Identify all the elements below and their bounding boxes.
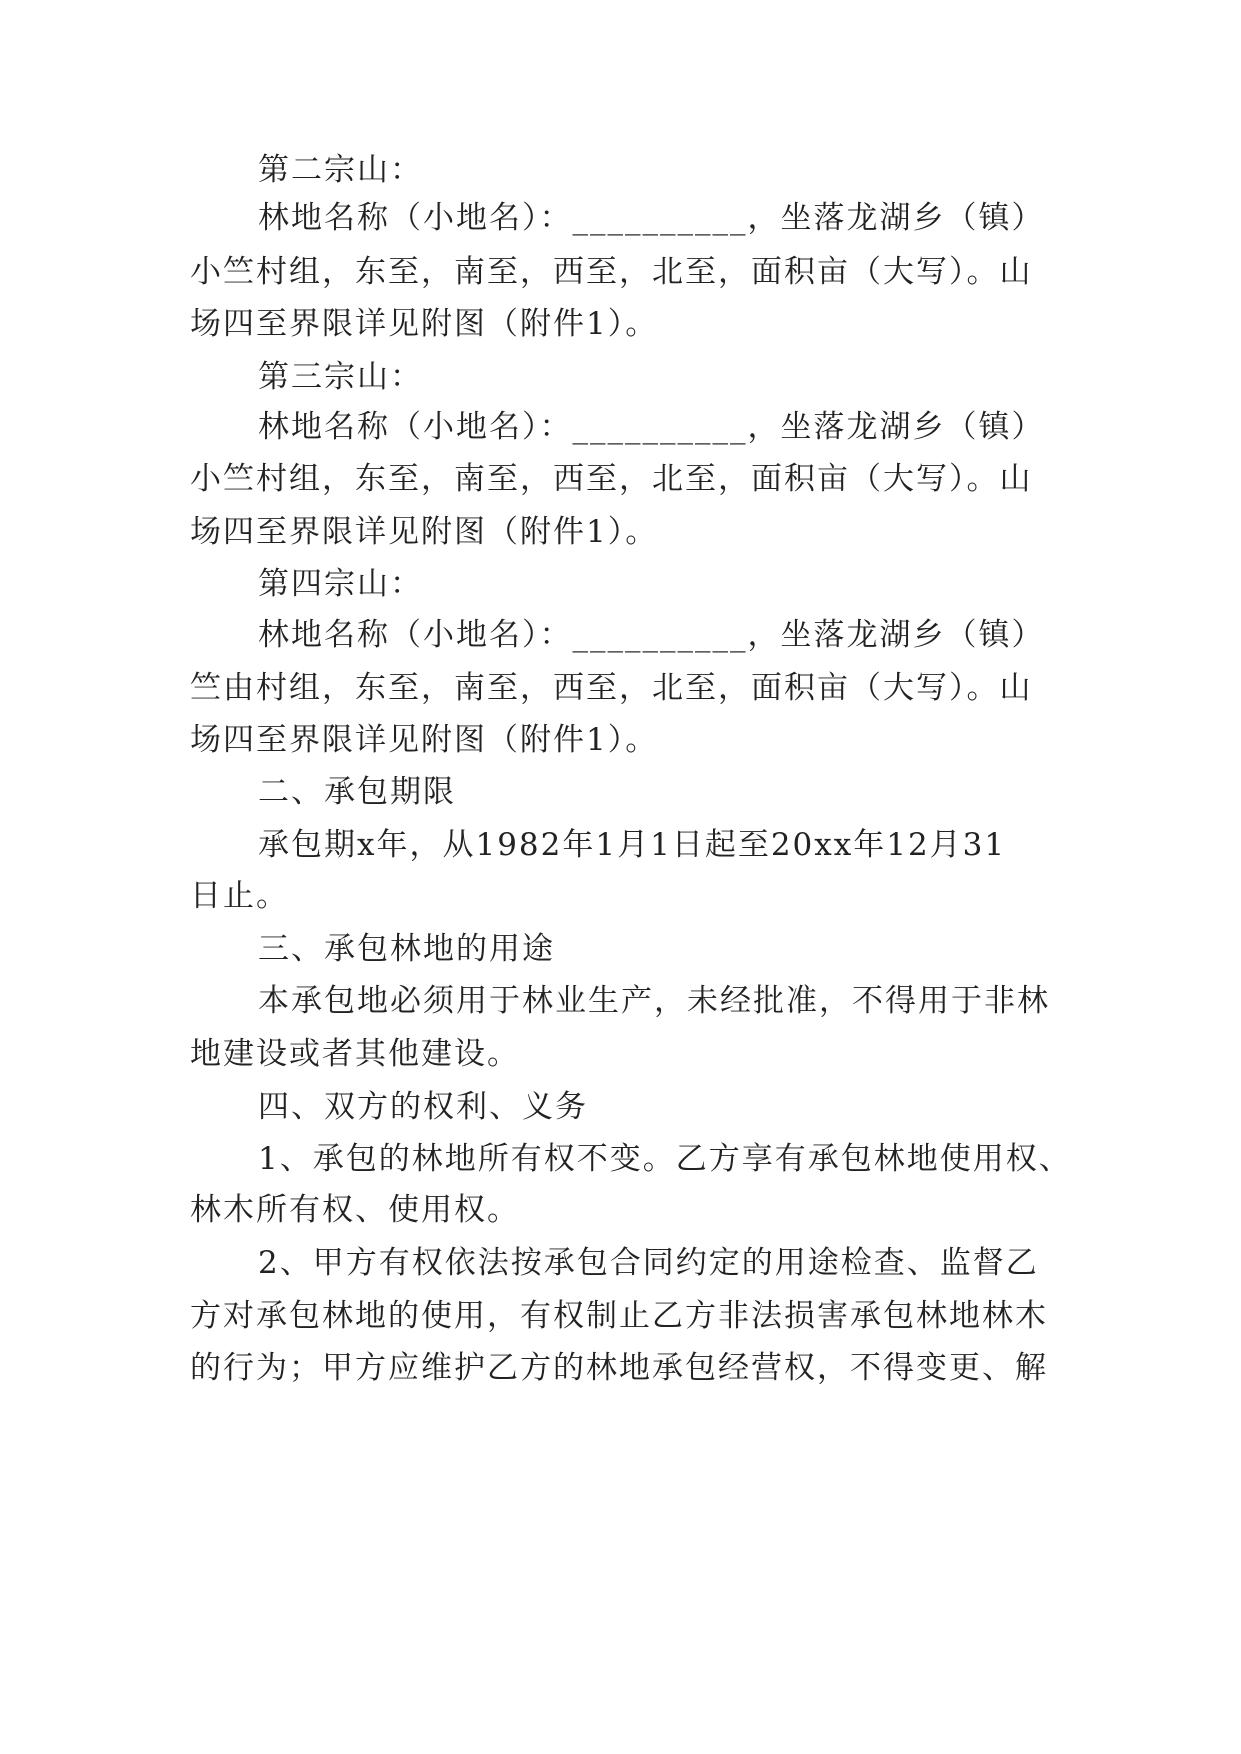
- paragraph-line: 地建设或者其他建设。: [190, 1036, 520, 1072]
- section-heading-fourth-parcel: 第四宗山：: [258, 566, 423, 602]
- paragraph-line: 本承包地必须用于林业生产，未经批准，不得用于非林: [258, 983, 1050, 1019]
- paragraph-line: 场四至界限详见附图（附件1）。: [190, 722, 659, 758]
- paragraph-line: 竺由村组，东至，南至，西至，北至，面积亩（大写）。山: [190, 670, 1033, 706]
- paragraph-line: 小竺村组，东至，南至，西至，北至，面积亩（大写）。山: [190, 254, 1033, 290]
- paragraph-line: 林地名称（小地名）：__________，坐落龙湖乡（镇）: [258, 617, 1045, 653]
- paragraph-line: 承包期x年，从1982年1月1日起至20xx年12月31: [258, 827, 1007, 863]
- paragraph-line: 林木所有权、使用权。: [190, 1192, 520, 1228]
- paragraph-line: 1、承包的林地所有权不变。乙方享有承包林地使用权、: [258, 1141, 1072, 1177]
- section-heading-second-parcel: 第二宗山：: [258, 152, 423, 188]
- paragraph-line: 2、甲方有权依法按承包合同约定的用途检查、监督乙: [258, 1245, 1039, 1281]
- section-heading-third-parcel: 第三宗山：: [258, 359, 423, 395]
- paragraph-line: 林地名称（小地名）：__________，坐落龙湖乡（镇）: [258, 409, 1045, 445]
- paragraph-line: 日止。: [190, 878, 289, 914]
- paragraph-line: 场四至界限详见附图（附件1）。: [190, 306, 659, 342]
- paragraph-line: 林地名称（小地名）：__________，坐落龙湖乡（镇）: [258, 200, 1045, 236]
- paragraph-line: 的行为；甲方应维护乙方的林地承包经营权，不得变更、解: [190, 1350, 1048, 1386]
- paragraph-line: 方对承包林地的使用，有权制止乙方非法损害承包林地林木: [190, 1298, 1048, 1334]
- section-heading-land-use: 三、承包林地的用途: [258, 931, 555, 967]
- paragraph-line: 场四至界限详见附图（附件1）。: [190, 514, 659, 550]
- section-heading-rights-obligations: 四、双方的权利、义务: [258, 1089, 588, 1125]
- section-heading-contract-term: 二、承包期限: [258, 774, 456, 810]
- paragraph-line: 小竺村组，东至，南至，西至，北至，面积亩（大写）。山: [190, 461, 1033, 497]
